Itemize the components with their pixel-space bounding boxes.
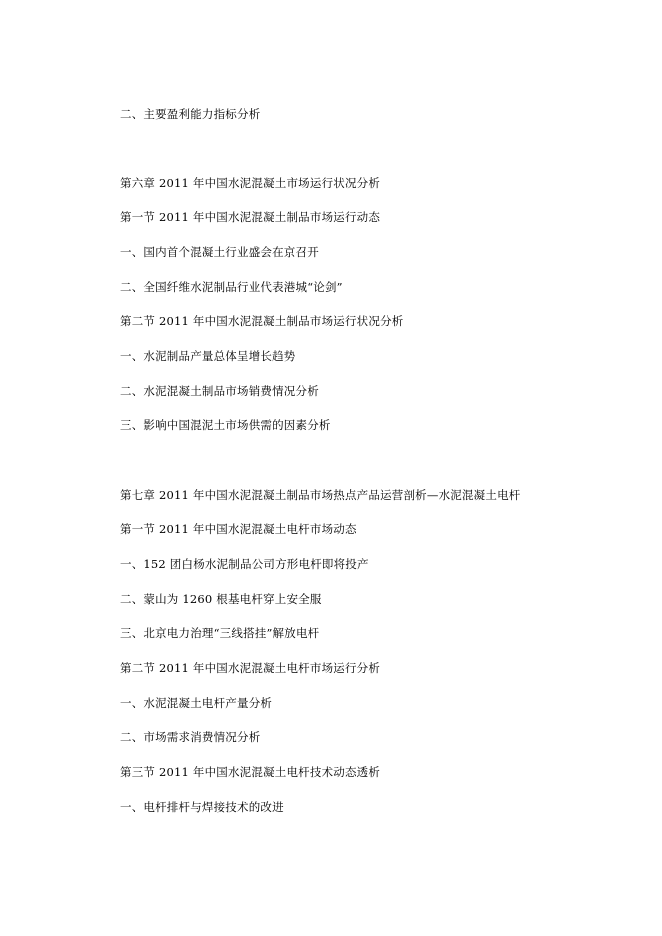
toc-item: 一、国内首个混凝土行业盛会在京召开 xyxy=(120,245,319,259)
toc-item: 三、北京电力治理“三线搭挂”解放电杆 xyxy=(120,626,320,640)
toc-item: 二、全国纤维水泥制品行业代表港城“论剑” xyxy=(120,280,343,294)
toc-section-7-1: 第一节 2011 年中国水泥混凝土电杆市场动态 xyxy=(120,522,357,536)
toc-item: 二、水泥混凝土制品市场销费情况分析 xyxy=(120,384,319,398)
toc-item: 二、市场需求消费情况分析 xyxy=(120,730,261,744)
toc-section-7-2: 第二节 2011 年中国水泥混凝土电杆市场运行分析 xyxy=(120,661,381,675)
toc-item: 一、水泥制品产量总体呈增长趋势 xyxy=(120,349,296,363)
toc-section-6-1: 第一节 2011 年中国水泥混凝土制品市场运行动态 xyxy=(120,210,381,224)
toc-line-1: 二、主要盈利能力指标分析 xyxy=(120,107,261,121)
toc-item: 一、152 团白杨水泥制品公司方形电杆即将投产 xyxy=(120,557,369,571)
toc-section-7-3: 第三节 2011 年中国水泥混凝土电杆技术动态透析 xyxy=(120,765,381,779)
toc-item: 一、电杆排杆与焊接技术的改进 xyxy=(120,800,284,814)
toc-item: 三、影响中国混泥土市场供需的因素分析 xyxy=(120,418,331,432)
toc-chapter-6: 第六章 2011 年中国水泥混凝土市场运行状况分析 xyxy=(120,176,381,190)
toc-item: 二、蒙山为 1260 根基电杆穿上安全服 xyxy=(120,592,322,606)
toc-chapter-7: 第七章 2011 年中国水泥混凝土制品市场热点产品运营剖析—水泥混凝土电杆 xyxy=(120,488,521,502)
toc-item: 一、水泥混凝土电杆产量分析 xyxy=(120,696,273,710)
toc-section-6-2: 第二节 2011 年中国水泥混凝土制品市场运行状况分析 xyxy=(120,314,404,328)
